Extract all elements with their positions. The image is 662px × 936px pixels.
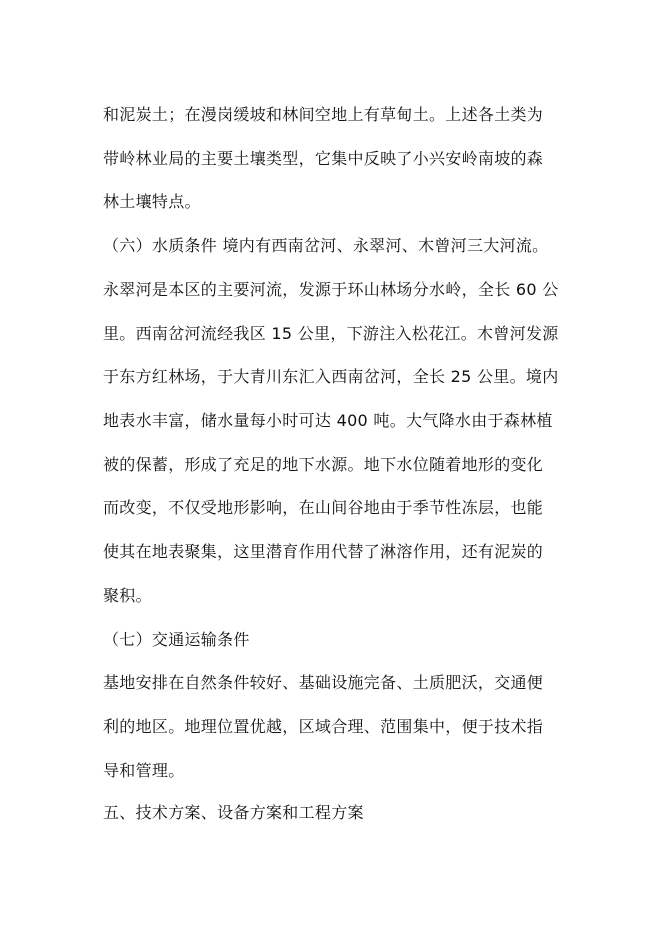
paragraph-line: 利的地区。地理位置优越，区域合理、范围集中，便于技术指: [103, 717, 544, 736]
paragraph-line: 林土壤特点。: [103, 192, 201, 211]
chapter-heading: 五、技术方案、设备方案和工程方案: [103, 803, 364, 822]
paragraph-line: 被的保蓄，形成了充足的地下水源。地下水位随着地形的变化: [103, 455, 544, 474]
paragraph-line: 里。西南岔河流经我区 15 公里，下游注入松花江。木曾河发源: [103, 324, 559, 343]
paragraph-line: 使其在地表聚集，这里潜育作用代替了淋溶作用，还有泥炭的: [103, 542, 544, 561]
paragraph-line: 导和管理。: [103, 761, 185, 780]
section-heading-transport: （七）交通运输条件: [103, 630, 250, 649]
paragraph-line: 带岭林业局的主要土壤类型，它集中反映了小兴安岭南坡的森: [103, 149, 544, 168]
paragraph-line: 和泥炭土；在漫岗缓坡和林间空地上有草甸土。上述各土类为: [103, 105, 544, 124]
paragraph-line: 于东方红林场，于大青川东汇入西南岔河，全长 25 公里。境内: [103, 367, 559, 386]
paragraph-line: 聚积。: [103, 586, 152, 605]
section-heading-water-quality: （六）水质条件 境内有西南岔河、永翠河、木曾河三大河流。: [103, 236, 549, 255]
paragraph-line: 基地安排在自然条件较好、基础设施完备、土质肥沃，交通便: [103, 673, 544, 692]
paragraph-line: 永翠河是本区的主要河流，发源于环山林场分水岭，全长 60 公: [103, 280, 559, 299]
paragraph-line: 而改变，不仅受地形影响，在山间谷地由于季节性冻层，也能: [103, 498, 544, 517]
paragraph-line: 地表水丰富，储水量每小时可达 400 吨。大气降水由于森林植: [103, 411, 553, 430]
